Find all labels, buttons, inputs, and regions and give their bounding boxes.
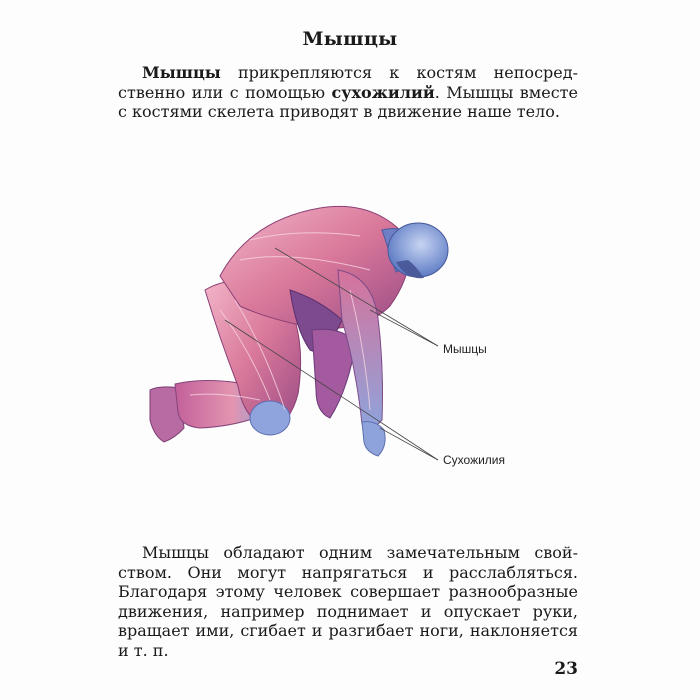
intro-text-part2: . Мышцы вместе с костями скелета приводят в движение наше тело. <box>118 82 578 121</box>
leader-tendons-2 <box>380 428 438 460</box>
body-paragraph: Мышцы обладают одним замечательным свойством. Они могут напрягаться и расслабляться. Благодаря этому человек совершает разнообразные движения, например поднимает и опускает руки, вращает ими, сгибает и разгибает ноги, наклоняется и т. п. <box>118 543 578 660</box>
page-title: Мышцы <box>302 28 398 50</box>
head <box>388 223 448 277</box>
label-muscles: Мышцы <box>443 342 487 356</box>
page-number: 23 <box>554 659 578 679</box>
intro-text-part1: прикрепляются к костям непосредственно или с помощью <box>118 63 578 102</box>
term-tendons: сухожилий <box>331 82 435 102</box>
intro-paragraph <box>118 63 578 122</box>
hand <box>362 422 385 456</box>
label-tendons: Сухожилия <box>443 453 506 467</box>
muscle-figure-illustration <box>120 180 580 480</box>
term-muscles: Мышцы <box>142 63 221 82</box>
